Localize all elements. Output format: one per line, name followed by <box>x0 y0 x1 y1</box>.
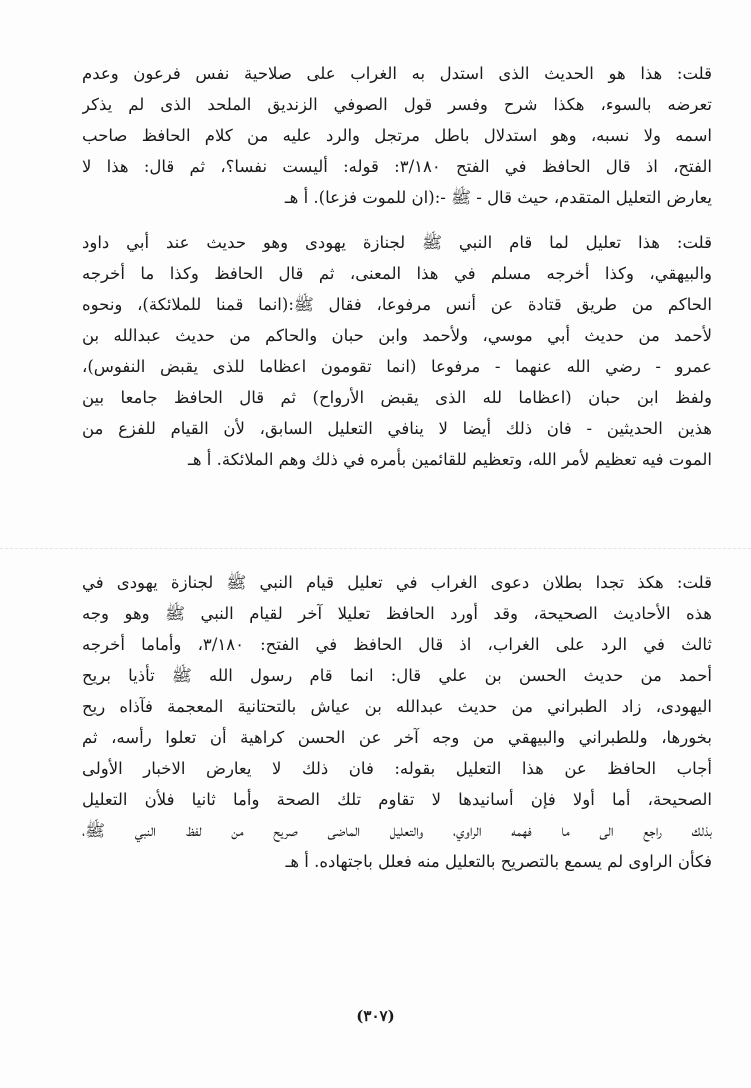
text-line: فكأن الراوى لم يسمع بالتصريح بالتعليل منه فعلل باجتهاده. أ هـ <box>285 852 712 871</box>
text-line: الصحيحة، أما أولا فإن أسانيدها لا تقاوم تلك الصحة وأما ثانيا فلأن التعليل <box>82 790 712 809</box>
text-line: أجاب الحافظ عن هذا التعليل بقوله: فان ذلك لا يعارض الاخبار الأولى <box>82 759 712 778</box>
text-line: عمرو - رضي الله عنهما - مرفوعا (انما تقومون اعظاما للذى يقبض النفوس)، <box>82 357 712 376</box>
text-line: ثالث في الرد على الغراب، اذ قال الحافظ في الفتح: ٣/١٨٠، وأماما أخرجه <box>82 635 712 654</box>
text-line: اليهودى، زاد الطبراني من حديث عبدالله بن عياش بالتحتانية المعجمة فآذاه ريح <box>82 697 712 716</box>
text-line: يعارض التعليل المتقدم، حيث قال - ﷺ -:(ان للموت فزعا). أ هـ <box>284 188 712 207</box>
text-line: هذه الأحاديث الصحيحة، وقد أورد الحافظ تعليلا آخر لقيام النبي ﷺ وهو وجه <box>82 604 712 623</box>
paragraph-3 <box>82 567 712 877</box>
text-line: ولفظ ابن حبان (اعظاما لله الذى يقبض الأرواح) ثم قال الحافظ جامعا بين <box>82 388 712 407</box>
text-line: الفتح، اذ قال الحافظ في الفتح ٣/١٨٠: قوله: أليست نفسا؟، ثم قال: هذا لا <box>82 157 712 176</box>
text-line: بذلك راجع الى ما فهمه الراوي، والتعليل الماضى صريح من لفظ النبي ﷺ، <box>82 821 712 840</box>
page-number: (٣٠٧) <box>356 1007 395 1025</box>
paragraph-1 <box>82 58 712 213</box>
paragraph-2 <box>82 227 712 475</box>
text-line: قلت: هكذ تجدا بطلان دعوى الغراب في تعليل قيام النبي ﷺ لجنازة يهودى في <box>82 573 712 592</box>
text-line: هذين الحديثين - فان ذلك أيضا لا ينافي التعليل السابق، لأن القيام للفزع من <box>82 419 712 438</box>
text-line: قلت: هذا هو الحديث الذى استدل به الغراب على صلاحية نفس فرعون وعدم <box>82 64 712 83</box>
text-line: تعرضه بالسوء، هكذا شرح وفسر قول الصوفي الزنديق الملحد الذى لم يذكر <box>82 95 712 114</box>
text-line: والبيهقي، وكذا أخرجه مسلم في هذا المعنى، ثم قال الحافظ وكذا ما أخرجه <box>82 264 712 283</box>
text-line: بخورها، وللطبراني والبيهقي من وجه آخر عن الحسن كراهية أن تعلوا رأسه، ثم <box>82 728 712 747</box>
text-line: الحاكم من طريق قتادة عن أنس مرفوعا، فقال ﷺ:(انما قمنا للملائكة)، ونحوه <box>82 295 712 314</box>
text-line: لأحمد من حديث أبي موسي، ولأحمد وابن حبان والحاكم من حديث عبدالله بن <box>82 326 712 345</box>
text-line: قلت: هذا تعليل لما قام النبي ﷺ لجنازة يهودى وهو حديث عند أبي داود <box>82 233 712 252</box>
text-line: أحمد من حديث الحسن بن علي قال: انما قام رسول الله ﷺ تأذيا بريح <box>82 666 712 685</box>
text-line: اسمه ولا نسبه، وهو استدلال باطل مرتجل والرد عليه من كلام الحافظ صاحب <box>82 126 712 145</box>
text-line: الموت فيه تعظيم لأمر الله، وتعظيم للقائمين بأمره في ذلك وهم الملائكة. أ هـ <box>188 450 712 469</box>
section-separator <box>0 548 751 550</box>
